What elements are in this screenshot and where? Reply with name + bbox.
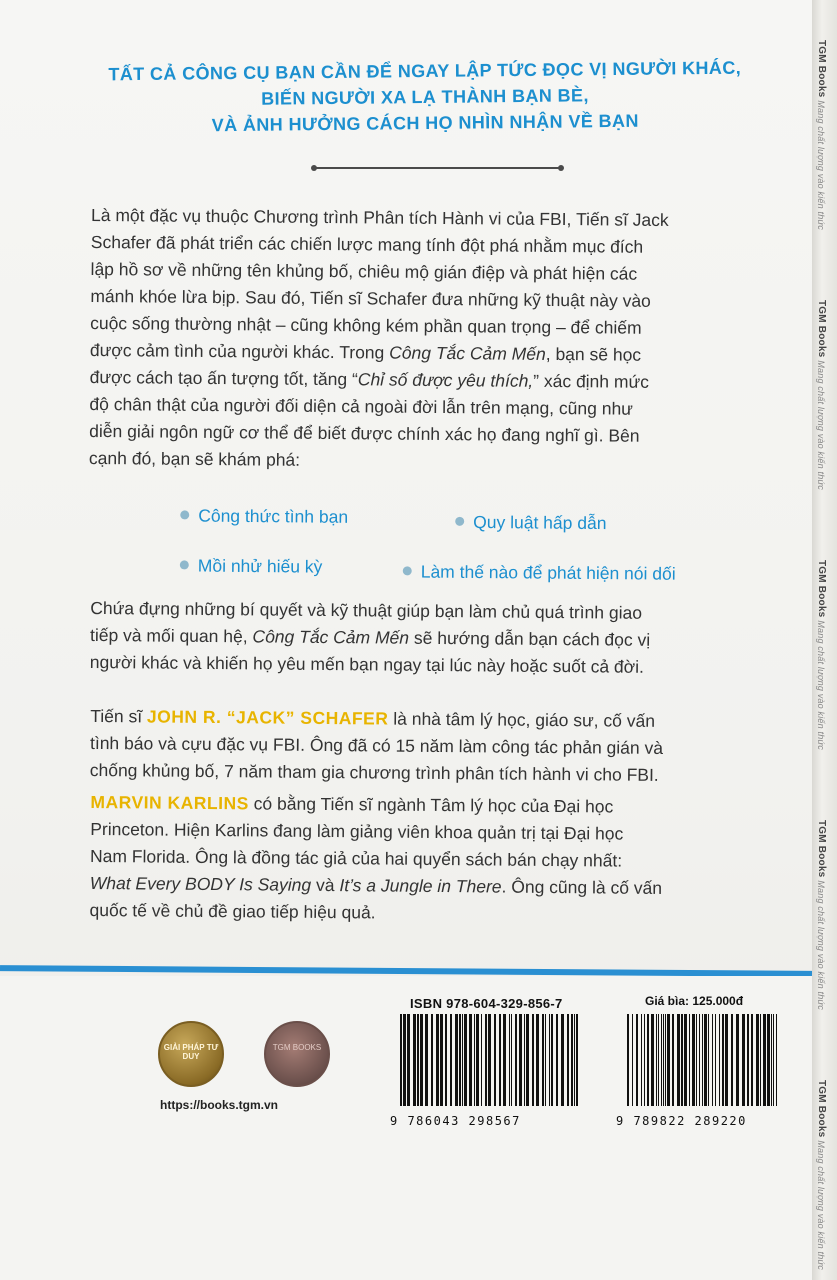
summary-text: tiếp và mối quan hệ, — [89, 624, 253, 647]
barcode-bar — [636, 1014, 638, 1106]
book-title: What Every BODY Is Saying — [89, 872, 312, 895]
barcode-bar — [542, 1014, 544, 1106]
barcode-bar — [742, 1014, 745, 1106]
headline-line-3: VÀ ẢNH HƯỞNG CÁCH HỌ NHÌN NHẬN VỀ BẠN — [211, 110, 639, 136]
barcode-bar — [692, 1014, 695, 1106]
bullet-dot-icon — [180, 510, 189, 519]
author1-paragraph — [90, 703, 791, 790]
barcode-bar — [436, 1014, 439, 1106]
isbn-barcode-digits: 9 786043 298567 — [390, 1114, 521, 1128]
barcode-bar — [712, 1014, 713, 1106]
spine-tagline: Mang chất lượng vào kiến thức — [816, 1140, 826, 1271]
spine-label — [816, 1080, 827, 1270]
price-label: Giá bìa: 125.000đ — [645, 994, 744, 1008]
author2-text: . Ông cũng là cố vấn — [501, 876, 663, 898]
author1-name: JOHN R. “JACK” SCHAFER — [146, 706, 389, 729]
isbn-label: ISBN 978-604-329-856-7 — [410, 996, 563, 1011]
feature-list — [180, 497, 781, 592]
isbn-barcode — [400, 1014, 580, 1106]
barcode-bar — [684, 1014, 687, 1106]
barcode-bar — [455, 1014, 458, 1106]
barcode-bar — [704, 1014, 707, 1106]
barcode-bar — [702, 1014, 703, 1106]
barcode-bar — [515, 1014, 517, 1106]
barcode-bar — [715, 1014, 716, 1106]
barcode-bar — [462, 1014, 463, 1106]
barcode-bar — [641, 1014, 642, 1106]
bullet-dot-icon — [403, 566, 412, 575]
barcode-bar — [556, 1014, 558, 1106]
barcode-bar — [663, 1014, 664, 1106]
author2-paragraph — [89, 789, 790, 930]
barcode-bar — [445, 1014, 447, 1106]
barcode-bar — [699, 1014, 700, 1106]
barcode-bar — [708, 1014, 709, 1106]
list-item-label: Mồi nhử hiếu kỳ — [197, 555, 323, 577]
barcode-bar — [469, 1014, 472, 1106]
book-title: It’s a Jungle in There — [339, 875, 502, 897]
barcode-bar — [760, 1014, 761, 1106]
barcode-bar — [632, 1014, 633, 1106]
spine-brand: TGM Books — [816, 300, 827, 358]
author1-text: Tiến sĩ — [90, 705, 148, 727]
spine-label — [816, 40, 827, 230]
barcode-bar — [667, 1014, 670, 1106]
barcode-bar — [549, 1014, 550, 1106]
intro-line: Là một đặc vụ thuộc Chương trình Phân tích Hành vi của FBI, Tiến sĩ Jack — [90, 204, 669, 230]
headline — [70, 54, 781, 139]
intro-line: Schafer đã phát triển các chiến lược mang tính đột phá nhằm mục đích — [90, 231, 644, 257]
author2-text: và — [311, 874, 340, 896]
intro-line: cạnh đó, bạn sẽ khám phá: — [88, 447, 301, 470]
barcode-bar — [403, 1014, 406, 1106]
barcode-bar — [450, 1014, 452, 1106]
author2-line: Nam Florida. Ông là đồng tác giả của hai quyển sách bán chạy nhất: — [89, 845, 623, 871]
intro-line: độ chân thật của người đối diện cả ngoài đời lẫn trên mạng, cũng như — [89, 393, 634, 419]
barcode-bar — [425, 1014, 428, 1106]
headline-line-1: TẤT CẢ CÔNG CỤ BẠN CẦN ĐỂ NGAY LẬP TỨC ĐỌC VỊ NGƯỜI KHÁC, — [108, 57, 742, 85]
intro-text: được cảm tình của người khác. Trong — [89, 339, 390, 363]
barcode-bar — [459, 1014, 461, 1106]
author1-line: chống khủng bố, 7 năm tham gia chương trình phân tích hành vi cho FBI. — [89, 759, 659, 785]
barcode-bar — [672, 1014, 674, 1106]
author1-line: tình báo và cựu đặc vụ FBI. Ông đã có 15 năm làm công tác phản gián và — [89, 732, 664, 758]
seal-text: TGM BOOKS — [272, 1043, 322, 1052]
spine-tagline: Mang chất lượng vào kiến thức — [816, 100, 826, 231]
spine-tagline: Mang chất lượng vào kiến thức — [816, 360, 826, 491]
barcode-bar — [519, 1014, 522, 1106]
barcode-bar — [644, 1014, 645, 1106]
barcode-bar — [731, 1014, 733, 1106]
hologram-seal-logo — [264, 1021, 330, 1087]
barcode-bar — [532, 1014, 534, 1106]
barcode-bar — [485, 1014, 487, 1106]
intro-text: , bạn sẽ học — [545, 343, 642, 365]
quoted-term: Chỉ số được yêu thích, — [357, 369, 534, 391]
barcode-bar — [576, 1014, 578, 1106]
barcode-bar — [420, 1014, 423, 1106]
barcode-bar — [773, 1014, 774, 1106]
intro-line: cuộc sống thường nhật – cũng không kém phần quan trọng – để chiếm — [90, 312, 642, 338]
barcode-bar — [771, 1014, 772, 1106]
barcode-bar — [509, 1014, 510, 1106]
barcode-bar — [567, 1014, 569, 1106]
barcode-bar — [511, 1014, 512, 1106]
author2-name: MARVIN KARLINS — [90, 791, 249, 814]
website-url: https://books.tgm.vn — [160, 1098, 278, 1112]
list-item-label: Làm thế nào để phát hiện nói dối — [420, 561, 676, 584]
headline-line-2: BIẾN NGƯỜI XA LẠ THÀNH BẠN BÈ, — [261, 85, 589, 109]
barcode-bar — [488, 1014, 491, 1106]
list-item — [180, 505, 348, 527]
intro-line: mánh khóe lừa bịp. Sau đó, Tiến sĩ Schafer đưa những kỹ thuật này vào — [90, 285, 651, 311]
summary-paragraph — [90, 595, 791, 682]
barcode-bar — [400, 1014, 402, 1106]
author2-text: có bằng Tiến sĩ ngành Tâm lý học của Đại học — [248, 793, 614, 817]
barcode-bar — [476, 1014, 479, 1106]
barcode-bar — [524, 1014, 525, 1106]
bullet-dot-icon — [180, 560, 189, 569]
intro-text: được cách tạo ấn tượng tốt, tăng “ — [89, 366, 358, 390]
intro-line: diễn giải ngôn ngữ cơ thể để biết được chính xác họ đang nghĩ gì. Bên — [89, 420, 640, 446]
barcode-bar — [719, 1014, 720, 1106]
spine-label — [816, 820, 827, 1010]
barcode-bar — [627, 1014, 629, 1106]
list-item — [455, 512, 606, 534]
barcode-bar — [725, 1014, 728, 1106]
barcode-bar — [661, 1014, 662, 1106]
book-title: Công Tắc Cảm Mến — [389, 342, 546, 364]
barcode-bar — [571, 1014, 573, 1106]
list-item-label: Công thức tình bạn — [198, 505, 349, 527]
barcode-bar — [736, 1014, 739, 1106]
author1-text: là nhà tâm lý học, giáo sư, cố vấn — [388, 708, 656, 731]
barcode-bar — [561, 1014, 564, 1106]
price-barcode-digits: 9 789822 289220 — [616, 1114, 747, 1128]
barcode-bar — [464, 1014, 467, 1106]
barcode-bar — [751, 1014, 753, 1106]
bullet-dot-icon — [455, 517, 464, 526]
barcode-bar — [756, 1014, 759, 1106]
summary-text: sẽ hướng dẫn bạn cách đọc vị — [408, 627, 651, 650]
book-title: Công Tắc Cảm Mến — [252, 626, 410, 648]
spine-tagline: Mang chất lượng vào kiến thức — [816, 620, 826, 751]
summary-line: người khác và khiến họ yêu mến bạn ngay tại lúc này hoặc suốt cả đời. — [89, 651, 645, 677]
spine-brand: TGM Books — [816, 1080, 827, 1138]
barcode-bar — [681, 1014, 683, 1106]
ornament-divider — [315, 167, 560, 169]
barcode-bar — [536, 1014, 539, 1106]
award-seal-logo — [158, 1021, 224, 1087]
barcode-bar — [494, 1014, 496, 1106]
barcode-bar — [503, 1014, 506, 1106]
list-item-label: Quy luật hấp dẫn — [473, 511, 607, 534]
author2-line: quốc tế về chủ đề giao tiếp hiệu quả. — [89, 899, 376, 923]
barcode-bar — [551, 1014, 553, 1106]
barcode-bar — [413, 1014, 416, 1106]
barcode-bar — [499, 1014, 501, 1106]
barcode-bar — [767, 1014, 770, 1106]
intro-line: lập hồ sơ về những tên khủng bố, chiêu mộ gián điệp và phát hiện các — [90, 258, 638, 284]
barcode-bar — [763, 1014, 766, 1106]
barcode-bar — [696, 1014, 697, 1106]
spine-tagline: Mang chất lượng vào kiến thức — [816, 880, 826, 1011]
barcode-bar — [689, 1014, 690, 1106]
barcode-bar — [776, 1014, 777, 1106]
list-item — [403, 561, 676, 584]
barcode-bar — [407, 1014, 410, 1106]
barcode-bar — [651, 1014, 654, 1106]
barcode-bar — [747, 1014, 749, 1106]
barcode-bar — [656, 1014, 657, 1106]
barcode-bar — [677, 1014, 680, 1106]
list-item — [180, 555, 323, 577]
price-barcode — [627, 1014, 779, 1106]
author2-line: Princeton. Hiện Karlins đang làm giảng viên khoa quản trị tại Đại học — [90, 818, 624, 844]
barcode-bar — [440, 1014, 443, 1106]
barcode-bar — [647, 1014, 649, 1106]
intro-paragraph — [89, 202, 791, 478]
seal-text: GIẢI PHÁP TƯ DUY — [163, 1043, 219, 1061]
barcode-bar — [665, 1014, 666, 1106]
book-spine — [812, 0, 837, 1280]
barcode-bar — [722, 1014, 724, 1106]
spine-brand: TGM Books — [816, 820, 827, 878]
spine-label — [816, 300, 827, 490]
barcode-bar — [431, 1014, 433, 1106]
barcode-bar — [474, 1014, 475, 1106]
barcode-bar — [658, 1014, 659, 1106]
spine-label — [816, 560, 827, 750]
spine-brand: TGM Books — [816, 560, 827, 618]
barcode-bar — [574, 1014, 575, 1106]
barcode-bar — [526, 1014, 529, 1106]
barcode-bar — [481, 1014, 482, 1106]
intro-text: ” xác định mức — [533, 370, 650, 392]
barcode-bar — [417, 1014, 419, 1106]
barcode-bar — [545, 1014, 546, 1106]
spine-brand: TGM Books — [816, 40, 827, 98]
summary-line: Chứa đựng những bí quyết và kỹ thuật giúp bạn làm chủ quá trình giao — [90, 597, 643, 623]
